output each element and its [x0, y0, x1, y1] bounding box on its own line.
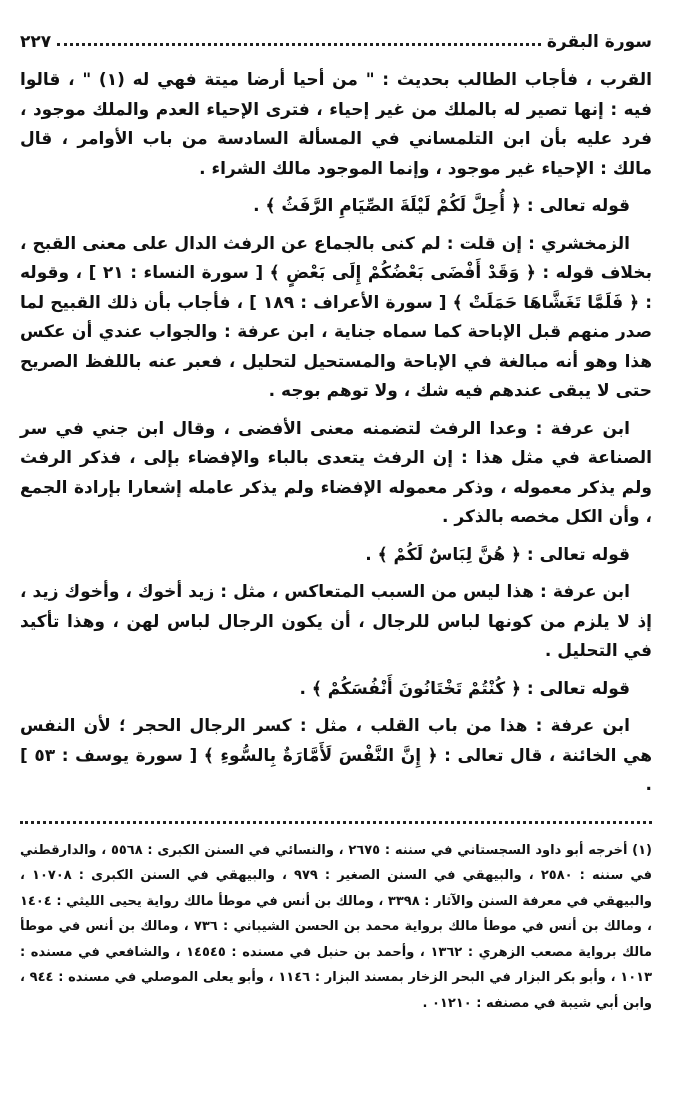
footnotes [20, 838, 652, 1017]
paragraph-2-verse: قوله تعالى : ﴿ أُحِلَّ لَكُمْ لَيْلَةَ الصِّيَامِ الرَّفَثُ ﴾ . [253, 196, 630, 216]
paragraph-5-verse: قوله تعالى : ﴿ هُنَّ لِبَاسٌ لَكُمْ ﴾ . [365, 544, 630, 565]
page-number: ٢٢٧ [20, 32, 52, 52]
paragraph-4: ابن عرفة : وعدا الرفث لتضمنه معنى الأفضى ، وقال ابن جني في سر الصناعة في مثل هذا : إن الرفث يتعدى بالباء والإفضاء بإلى ، فذكر الرفث ولم يذكر معموله ، وذكر معموله الإفضاء ولم يذكر عامله إشعارا بإرادة الجمع ، وأن الكل مخصه بالذكر . [20, 418, 652, 527]
running-head [20, 22, 652, 52]
footnote-separator [20, 821, 652, 824]
paragraph-8: ابن عرفة : هذا من باب القلب ، مثل : كسر الرجال الحجر ؛ لأن النفس هي الخائنة ، قال تعالى : ﴿ إِنَّ النَّفْسَ لَأَمَّارَةٌ بِالسُّوءِ ﴾ [ سورة يوسف : ٥٣ ] . [20, 716, 652, 795]
paragraph-7-verse: قوله تعالى : ﴿ كُنْتُمْ تَخْتَانُونَ أَنْفُسَكُمْ ﴾ . [299, 678, 630, 699]
paragraph-6: ابن عرفة : هذا ليس من السبب المتعاكس ، مثل : زيد أخوك ، وأخوك زيد ، إذ لا يلزم من كونها لباس للرجال ، أن يكون الرجال لباس لهن ، وهذا تأكيد في التحليل . [20, 582, 652, 661]
paragraph-1: القرب ، فأجاب الطالب بحديث : " من أحيا أرضا ميتة فهي له (١) " ، قالوا فيه : إنها تصير له بالملك من غير إحياء ، فترى الإحياء العدم والملك موجود ، فرد عليه بأن ابن التلمساني في المسألة السادسة من باب الأوامر ، قال مالك : الإحياء غير موجود ، وإنما الموجود مالك الشراء . [20, 70, 652, 179]
main-text [20, 66, 652, 801]
surah-title: سورة البقرة [546, 32, 652, 52]
paragraph-3: الزمخشري : إن قلت : لم كنى بالجماع عن الرفث الدال على معنى القبح ، بخلاف قوله : ﴿ وَقَدْ أَفْضَى بَعْضُكُمْ إِلَى بَعْضٍ ﴾ [ سورة النساء : ٢١ ] ، وقوله : ﴿ فَلَمَّا تَغَشَّاهَا حَمَلَتْ ﴾ [ سورة الأعراف : ١٨٩ ] ، فأجاب بأن ذلك القبيح لما صدر منهم قبل الإباحة كما سماه جناية ، ابن عرفة : والجواب عندي أن عكس هذا وهو أنه مبالغة في الإباحة والمستحيل لتحليل ، فعبر عنه باللفظ الصريح حتى لا يبقى عندهم فيه شك ، ولا توهم بوجه . [20, 233, 653, 401]
footnote-1: (١) أخرجه أبو داود السجستاني في سننه : ٢٦٧٥ ، والنسائي في السنن الكبرى : ٥٥٦٨ ، والدارقطني في سننه : ٢٥٨٠ ، والبيهقي في السنن الصغير : ٩٧٩ ، والبيهقي في السنن الكبرى : ١٠٧٠٨ ، والبيهقي في معرفة السنن والآثار : ٣٣٩٨ ، ومالك بن أنس في موطأ مالك رواية يحيى الليثي : ١٤٠٤ ، ومالك بن أنس في موطأ مالك برواية محمد بن الحسن الشيباني : ٧٣٦ ، ومالك بن أنس في موطأ مالك برواية مصعب الزهري : ١٣٦٢ ، وأحمد بن حنبل في مسنده : ١٤٥٤٥ ، والشافعي في مسنده : ١٠١٣ ، وأبو بكر البزار في البحر الزخار بمسند البزار : ١١٤٦ ، وأبو يعلى الموصلي في مسنده : ٩٤٤ ، وابن أبي شيبة في مصنفه : ٠١٢١٠ . [20, 842, 653, 1011]
header-dotted-rule [57, 43, 541, 46]
